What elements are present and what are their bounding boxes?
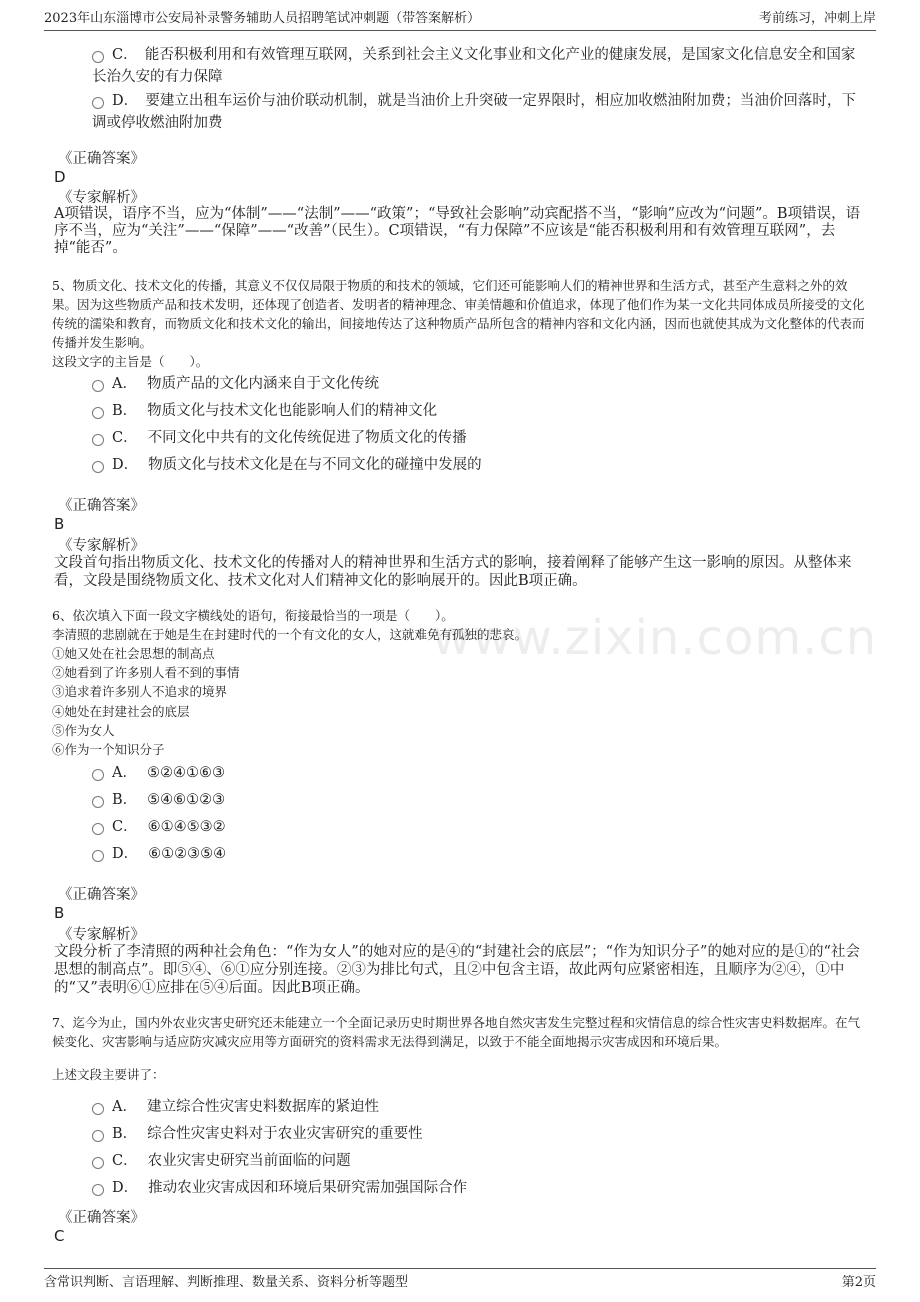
q5-analysis-label: 《专家解析》 — [58, 538, 145, 554]
document-title: 2023年山东淄博市公安局补录警务辅助人员招聘笔试冲刺题（带答案解析） — [44, 11, 481, 26]
footer-topics: 含常识判断、言语理解、判断推理、数量关系、资料分析等题型 — [44, 1275, 409, 1290]
q5-answer-label: 《正确答案》 — [58, 498, 145, 514]
radio-icon[interactable] — [92, 796, 104, 808]
q5-option-c[interactable]: C． 不同文化中共有的文化传统促进了物质文化的传播 — [92, 427, 868, 449]
page-number: 第2页 — [841, 1275, 876, 1290]
q7-option-c[interactable]: C． 农业灾害史研究当前面临的问题 — [92, 1150, 868, 1172]
q5-analysis: 文段首句指出物质文化、技术文化的传播对人的精神世界和生活方式的影响，接着阐释了能够产生这一影响的原因。从整体来看，文段是围绕物质文化、技术文化对人们精神文化的影响展开的。因此B项正确。 — [54, 555, 852, 589]
q6-option-c[interactable]: C． ⑥①④⑤③② — [92, 816, 868, 838]
q6-stem: 6、依次填入下面一段文字横线处的语句，衔接最恰当的一项是（ ）。 — [52, 608, 454, 623]
q4-answer-label: 《正确答案》 — [58, 151, 145, 167]
q7-stem: 7、迄今为止，国内外农业灾害史研究还未能建立一个全面记录历史时期世界各地自然灾害发生完整过程和灾情信息的综合性灾害史料数据库。在气候变化、灾害影响与适应防灾减灾应用等方面研究的资料需求无法得到满足，以致于不能全面地揭示灾害成因和环境后果。 — [52, 1015, 860, 1049]
q6-item-6: ⑥作为一个知识分子 — [52, 742, 165, 757]
radio-icon[interactable] — [92, 380, 104, 392]
q6-item-2: ②她看到了许多别人看不到的事情 — [52, 665, 240, 680]
radio-icon[interactable] — [92, 1130, 104, 1142]
q6-analysis-label: 《专家解析》 — [58, 927, 145, 943]
q6-answer: B — [54, 904, 65, 922]
page-footer — [44, 1268, 876, 1293]
radio-icon[interactable] — [92, 407, 104, 419]
q5-stem: 5、物质文化、技术文化的传播，其意义不仅仅局限于物质的和技术的领域，它们还可能影响人们的精神世界和生活方式，甚至产生意料之外的效果。因为这些物质产品和技术发明，还体现了创造者、发明者的精神理念、审美情趣和价值追求，体现了他们作为某一文化共同体成员所接受的文化传统的濡染和教育，而物质文化和技术文化的输出，间接地传达了这种物质产品所包含的精神内容和文化内涵，因而也就使其成为文化整体的代表而传播并发生影响。 — [52, 278, 865, 350]
q4-option-d[interactable]: D． 要建立出租车运价与油价联动机制，就是当油价上升突破一定界限时，相应加收燃油附加费；当油价回落时，下调或停收燃油附加费 — [92, 93, 856, 131]
radio-icon[interactable] — [92, 461, 104, 473]
page-header — [44, 8, 876, 31]
radio-icon[interactable] — [92, 850, 104, 862]
q6-analysis: 文段分析了李清照的两种社会角色：“作为女人”的她对应的是④的“封建社会的底层”；“作为知识分子”的她对应的是①的“社会思想的制高点”。即⑤④、⑥①应分别连接。②③为排比句式，且②中包含主语，故此两句应紧密相连，且顺序为②④，①中的“又”表明⑥①应排在⑤④后面。因此B项正确。 — [54, 944, 860, 996]
radio-icon[interactable] — [92, 1184, 104, 1196]
q6-option-d[interactable]: D． ⑥①②③⑤④ — [92, 843, 868, 865]
q6-passage: 李清照的悲剧就在于她是生在封建时代的一个有文化的女人，这就难免有孤独的悲哀。 — [52, 627, 528, 642]
q6-item-5: ⑤作为女人 — [52, 723, 115, 738]
q6-item-3: ③追求着许多别人不追求的境界 — [52, 684, 228, 699]
q6-answer-label: 《正确答案》 — [58, 887, 145, 903]
q5-question: 这段文字的主旨是（ ）。 — [52, 354, 209, 369]
radio-icon[interactable] — [92, 97, 104, 109]
radio-icon[interactable] — [92, 1103, 104, 1115]
q7-question: 上述文段主要讲了： — [52, 1067, 165, 1082]
q6-item-4: ④她处在封建社会的底层 — [52, 704, 190, 719]
q5-option-b[interactable]: B． 物质文化与技术文化也能影响人们的精神文化 — [92, 400, 868, 422]
watermark: www.zixin.com.cn — [432, 610, 878, 666]
q7-answer: C — [54, 1227, 65, 1245]
q5-answer: B — [54, 515, 65, 533]
q6-option-b[interactable]: B． ⑤④⑥①②③ — [92, 789, 868, 811]
q4-option-c[interactable]: C． 能否积极利用和有效管理互联网，关系到社会主义文化事业和文化产业的健康发展，是国家文化信息安全和国家长治久安的有力保障 — [92, 47, 856, 85]
radio-icon[interactable] — [92, 769, 104, 781]
radio-icon[interactable] — [92, 434, 104, 446]
q4-analysis: A项错误，语序不当，应为“体制”——“法制”——“政策”；“导致社会影响”动宾配搭不当，“影响”应改为“问题”。B项错误，语序不当，应为“关注”——“保障”——“改善”（民生）。C项错误，“有力保障”不应该是“能否积极利用和有效管理互联网”，去掉“能否”。 — [54, 206, 861, 256]
radio-icon[interactable] — [92, 823, 104, 835]
q6-option-a[interactable]: A． ⑤②④①⑥③ — [92, 762, 868, 784]
q7-option-a[interactable]: A． 建立综合性灾害史料数据库的紧迫性 — [92, 1096, 868, 1118]
radio-icon[interactable] — [92, 51, 104, 63]
header-slogan: 考前练习，冲刺上岸 — [758, 11, 876, 26]
q7-option-d[interactable]: D． 推动农业灾害成因和环境后果研究需加强国际合作 — [92, 1177, 868, 1199]
q5-option-d[interactable]: D． 物质文化与技术文化是在与不同文化的碰撞中发展的 — [92, 454, 868, 476]
radio-icon[interactable] — [92, 1157, 104, 1169]
q6-item-1: ①她又处在社会思想的制高点 — [52, 646, 215, 661]
q7-option-b[interactable]: B． 综合性灾害史料对于农业灾害研究的重要性 — [92, 1123, 868, 1145]
q5-option-a[interactable]: A． 物质产品的文化内涵来自于文化传统 — [92, 373, 868, 395]
q4-answer: D — [54, 168, 66, 186]
q7-answer-label: 《正确答案》 — [58, 1210, 145, 1226]
q4-analysis-label: 《专家解析》 — [58, 190, 145, 206]
